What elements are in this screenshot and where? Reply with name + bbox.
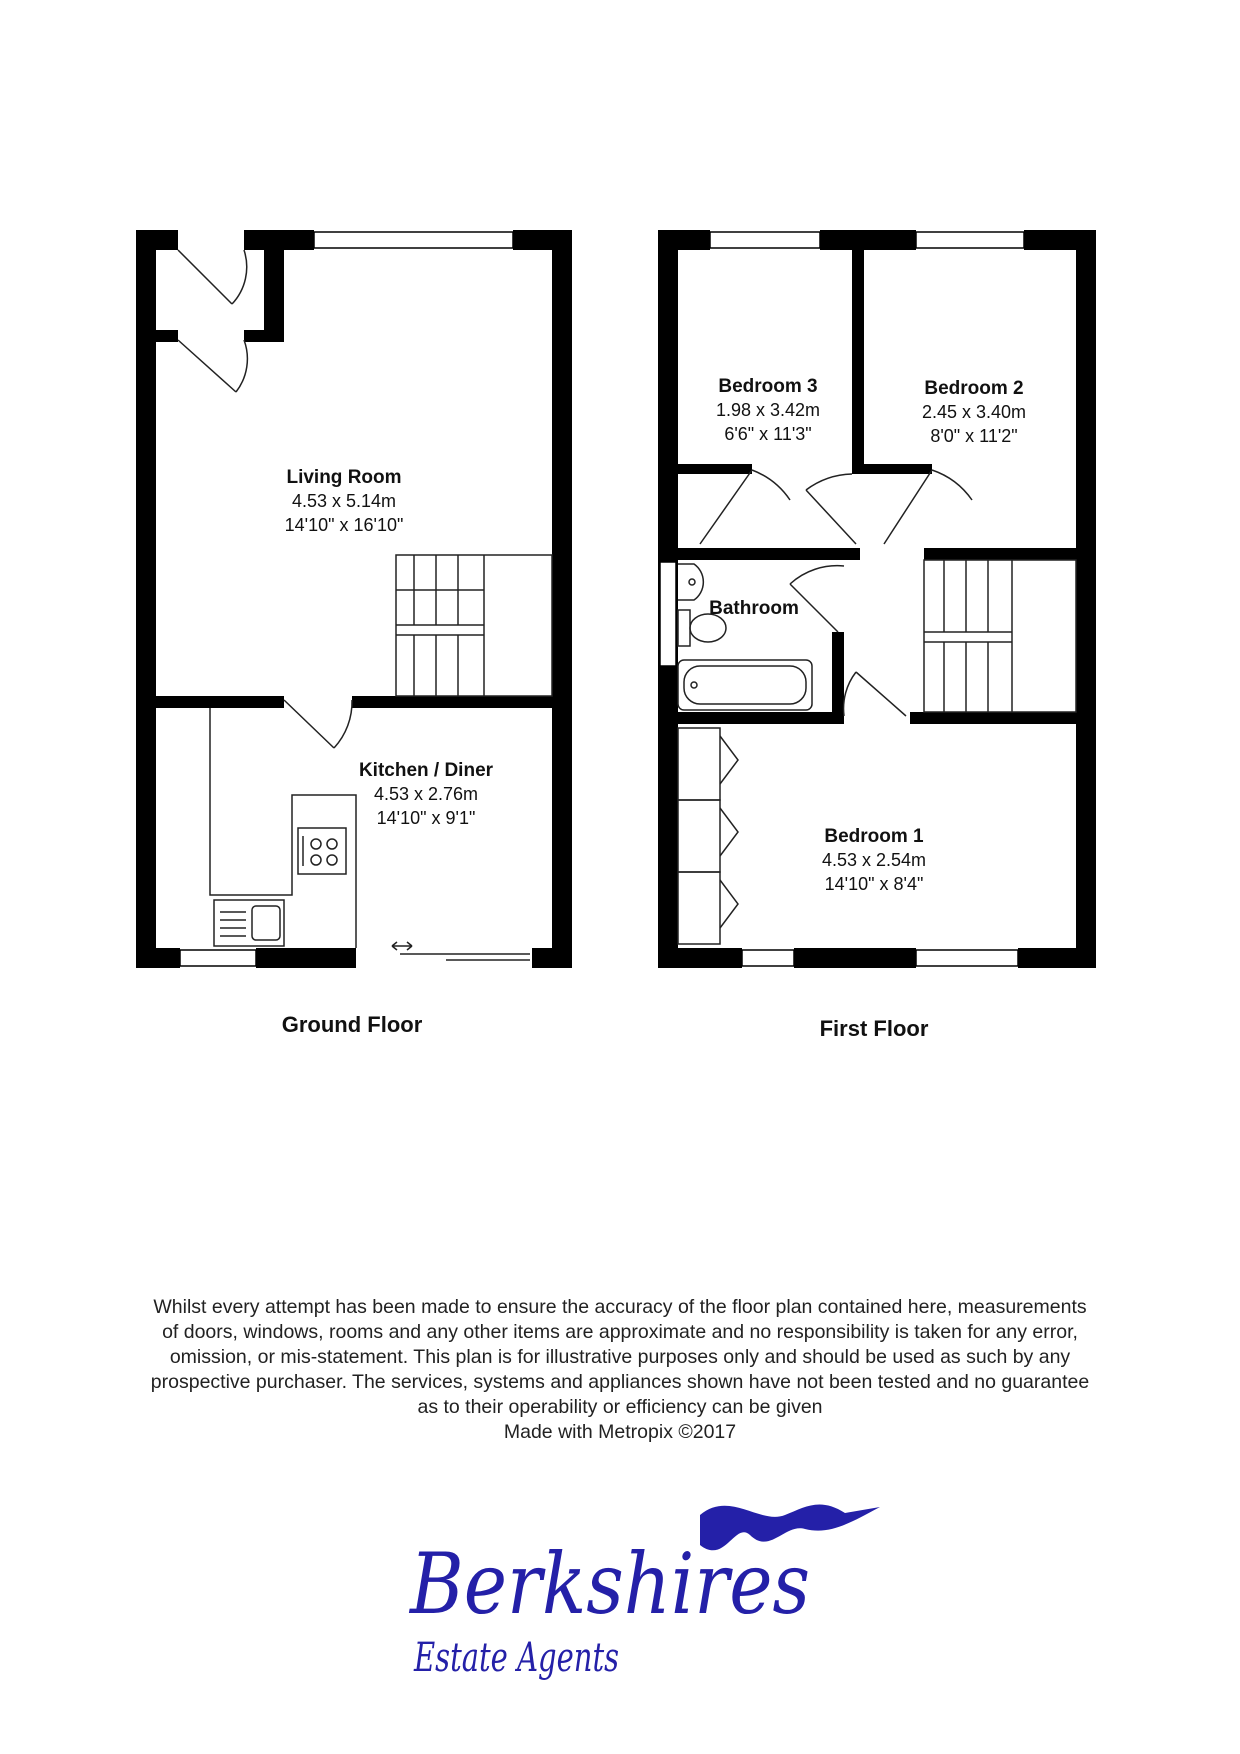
bath-icon	[678, 660, 812, 710]
bedroom3-metric: 1.98 x 3.42m	[715, 400, 821, 420]
first-wall-bottom-b	[794, 948, 916, 968]
ground-floor-plan	[136, 230, 572, 1037]
logo-name: Berkshires	[408, 1535, 810, 1633]
kitchen-diner-imperial: 14'10" x 9'1"	[376, 808, 476, 828]
bedroom2-window	[916, 232, 1024, 248]
disclaimer-line: prospective purchaser. The services, systems and appliances shown have not been tested and no guarantee	[150, 1371, 1090, 1393]
disclaimer-line: omission, or mis-statement. This plan is for illustrative purposes only and should be used as such by any	[169, 1346, 1071, 1368]
ground-divider-left	[156, 696, 284, 708]
hob-rings	[303, 836, 337, 866]
bedroom-divider	[852, 250, 864, 472]
wardrobes	[678, 728, 738, 944]
porch-wall-left	[156, 330, 178, 342]
bedroom2-imperial: 8'0" x 11'2"	[930, 426, 1018, 446]
disclaimer-line: Whilst every attempt has been made to ensure the accuracy of the floor plan contained here, measurements	[153, 1296, 1087, 1318]
basin-icon	[678, 564, 703, 600]
bedroom1-imperial: 14'10" x 8'4"	[824, 874, 924, 894]
bedroom1-door	[844, 672, 906, 716]
bedroom1-window-right	[916, 950, 1018, 966]
bedroom3-imperial: 6'6" x 11'3"	[724, 424, 812, 444]
berkshires-logo	[400, 1495, 900, 1695]
toilet-cistern	[678, 610, 690, 646]
disclaimer	[100, 1295, 1140, 1445]
bathroom-wall-bottom	[678, 712, 844, 724]
bathroom-name: Bathroom	[709, 598, 799, 619]
ground-wall-left	[136, 230, 156, 968]
porch-door-outer	[178, 250, 247, 304]
ground-wall-top-c	[513, 230, 572, 250]
living-room-metric: 4.53 x 5.14m	[291, 491, 397, 511]
bedroom1-name: Bedroom 1	[824, 826, 924, 847]
living-room-name: Living Room	[286, 467, 402, 488]
porch-door-inner	[178, 340, 247, 392]
first-floor-plan	[658, 230, 1096, 1041]
disclaimer-line: as to their operability or efficiency can be given	[417, 1396, 823, 1418]
sliding-arrow-icon	[392, 942, 412, 950]
basin-tap	[689, 579, 695, 585]
bath-inner	[684, 666, 806, 704]
ground-divider-right	[352, 696, 552, 708]
first-wall-top-c	[1024, 230, 1096, 250]
stairwell-wall-top	[924, 548, 1076, 560]
bedroom2-wall-bottom	[852, 464, 932, 474]
kitchen-diner-name: Kitchen / Diner	[358, 760, 494, 781]
first-wall-bottom-c	[1018, 948, 1096, 968]
first-stairs-box	[924, 560, 1076, 712]
first-floor-label: First Floor	[819, 1016, 929, 1041]
drainer-lines	[220, 912, 246, 936]
first-wall-bottom-a	[658, 948, 742, 968]
bath-plug	[691, 682, 697, 688]
sink-bowl-icon	[252, 906, 280, 940]
bathroom-wall-right	[832, 632, 844, 724]
hob-icon	[298, 828, 346, 874]
first-wall-top-a	[658, 230, 710, 250]
bedroom2-metric: 2.45 x 3.40m	[921, 402, 1027, 422]
bathroom-window	[660, 562, 676, 666]
bedroom2-name: Bedroom 2	[924, 378, 1024, 399]
porch-wall-bottom	[244, 330, 284, 342]
kitchen-diner-metric: 4.53 x 2.76m	[373, 784, 479, 804]
kitchen-window	[180, 950, 256, 966]
ground-wall-bottom-c	[532, 948, 572, 968]
bedroom3-wall-bottom	[678, 464, 752, 474]
sink-icon	[214, 900, 284, 946]
logo-tagline: Estate Agents	[413, 1635, 619, 1681]
ground-wall-top-a	[136, 230, 178, 250]
bathroom-wall-top	[678, 548, 860, 560]
bedroom3-window	[710, 232, 820, 248]
living-room-imperial: 14'10" x 16'10"	[284, 515, 404, 535]
landing-door	[806, 474, 856, 544]
first-wall-right	[1076, 230, 1096, 968]
ground-floor-label: Ground Floor	[281, 1012, 423, 1037]
bedroom2-door	[884, 470, 972, 544]
bedroom1-metric: 4.53 x 2.54m	[821, 850, 927, 870]
ground-wall-bottom-b	[256, 948, 356, 968]
porch-wall	[264, 230, 284, 342]
kitchen-door	[284, 700, 352, 748]
bedroom1-window-left	[742, 950, 794, 966]
ground-window-top	[314, 232, 513, 248]
bedroom3-name: Bedroom 3	[718, 376, 818, 397]
ground-wall-bottom-a	[136, 948, 180, 968]
metropix-credit: Made with Metropix ©2017	[503, 1421, 737, 1443]
disclaimer-line: of doors, windows, rooms and any other items are approximate and no responsibility is taken for any error,	[162, 1321, 1078, 1343]
bedroom3-door	[700, 470, 790, 544]
sliding-door	[400, 954, 530, 960]
ground-wall-right	[552, 230, 572, 968]
bedroom1-wall-top	[910, 712, 1076, 724]
first-wall-top-b	[820, 230, 916, 250]
